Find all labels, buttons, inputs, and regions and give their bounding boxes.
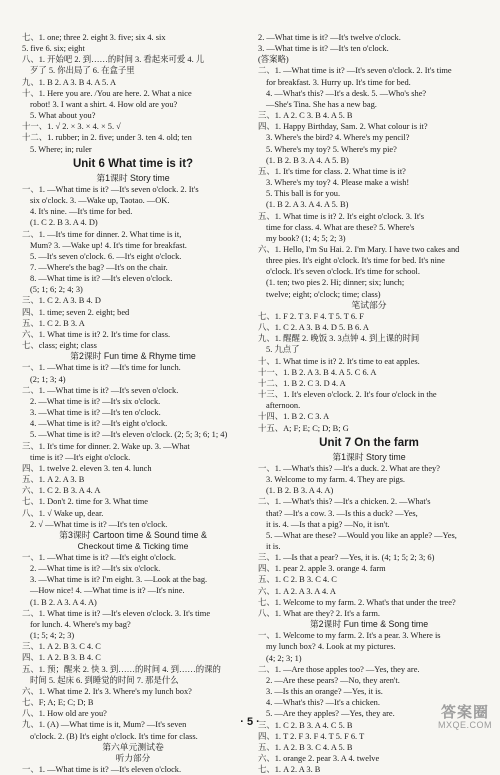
answer-line: six o'clock. 3. —Wake up, Taotao. —OK. (30, 196, 170, 206)
answer-line: (1. B 2. A 3. A 4. A 5. B) (266, 200, 349, 210)
answer-line: three pies. It's eight o'clock. It's time for bed. It's nine (266, 256, 445, 266)
answer-line: (5; 1; 6; 2; 4; 3) (30, 285, 83, 295)
answer-line: 时间 5. 起床 6. 到睡觉的时间 7. 那是什么 (30, 675, 179, 685)
answer-line: 七、1. Don't 2. time for 3. What time (22, 497, 149, 507)
section-heading: 第六单元测试卷 (102, 741, 164, 752)
answer-line: 3. Where's the bird? 4. Where's my pencil? (266, 133, 410, 143)
section-heading: 笔试部分 (351, 299, 387, 310)
answer-line: 十一、1. B 2. A 3. B 4. A 5. C 6. A (258, 367, 377, 377)
answer-line: 2. —What time is it? —It's six o'clock. (30, 564, 161, 574)
section-heading: 第2课时 Fun time & Song time (309, 619, 429, 630)
answer-line: for breakfast. 3. Hurry up. It's time for bed. (266, 77, 411, 87)
answer-line: robot! 3. I want a shirt. 4. How old are you? (30, 99, 178, 109)
answer-line: 四、1. pear 2. apple 3. orange 4. farm (258, 564, 386, 574)
answer-line: 八、1. 开始吧 2. 到……的时间 3. 看起来可爱 4. 儿 (22, 55, 205, 65)
answer-line: 歹了 5. 你出局了 6. 在盒子里 (30, 66, 135, 76)
answer-line: 2. —What time is it? —It's six o'clock. (30, 396, 161, 406)
answer-line: 二、1. —It's time for dinner. 2. What time is it, (22, 229, 182, 239)
answer-line: 十、1. Here you are. /You are here. 2. What a nice (22, 88, 192, 98)
answer-line: 二、1. —Are those apples too? —Yes, they are. (258, 664, 420, 674)
answer-line: 7. —Where's the bag? —It's on the chair. (30, 263, 168, 273)
answer-line: 十一、1. √ 2. × 3. × 4. × 5. √ (22, 122, 121, 132)
answer-line: o'clock. 2. (B) It's eight o'clock. It's time for class. (30, 731, 198, 741)
answer-line: time for class. 4. What are these? 5. Where's (266, 222, 415, 232)
answer-line: (1. C 2. B 3. A 4. D) (30, 218, 98, 228)
watermark-line1: 答案圈 (440, 704, 489, 721)
answer-line: (1. B 2. B 3. A 4. A 5. B) (266, 155, 349, 165)
answer-line: that? —It's a cow. 3. —Is this a duck? —Yes, (266, 508, 418, 518)
answer-line: o'clock. It's seven o'clock. It's time for school. (266, 267, 420, 277)
answer-line: 3. Where's my toy? 4. Please make a wish! (266, 178, 410, 188)
answer-line: 六、1. orange 2. pear 3. A 4. twelve (258, 753, 380, 763)
answer-line: it is. 4. —Is that a pig? —No, it isn't. (266, 519, 390, 529)
watermark-logo (438, 706, 492, 732)
answer-line: 5. —What are these? —Would you like an apple? —Yes, (266, 530, 457, 540)
answer-line: 5. Where's my toy? 5. Where's my pie? (266, 144, 397, 154)
answer-line: 六、1. A 2. A 3. A 4. A (258, 586, 336, 596)
answer-line: 七、1. one; three 2. eight 3. five; six 4. six (22, 33, 166, 42)
left-column (22, 32, 244, 775)
answer-line: 5. —Are they apples? —Yes, they are. (266, 709, 395, 719)
answer-line: 十、1. What time is it? 2. It's time to eat apples. (258, 356, 420, 366)
answer-line: 四、1. Happy Birthday, Sam. 2. What colour is it? (258, 122, 428, 132)
answer-line: 十五、A; F; E; C; D; B; G (258, 423, 349, 433)
answer-line: 三、1. A 2. C 3. B 4. A 5. B (258, 111, 353, 121)
answer-line: 8. —What time is it? —It's eleven o'clock. (30, 274, 173, 284)
answer-line: it is. (266, 541, 281, 551)
answer-line: (2; 1; 3; 4) (30, 374, 66, 384)
right-column (258, 32, 480, 775)
answer-line: 三、1. C 2. B 3. A 4. C 5. B (258, 720, 353, 730)
answer-line: 五、1. 预；醒来 2. 快 3. 到……的时间 4. 到……的课的 (22, 664, 221, 674)
answer-line: 一、1. —What time is it? —It's time for lunch. (22, 363, 181, 373)
answer-line: 五、1. C 2. B 3. C 4. C (258, 575, 337, 585)
subsection-heading: Checkout time & Ticking time (77, 541, 189, 552)
unit-heading: Unit 7 On the farm (319, 436, 419, 449)
answer-line: 二、1. —What time is it? —It's seven o'clock. (22, 385, 179, 395)
answer-line: 5. What about you? (30, 111, 96, 121)
answer-line: (1. B 2. A 3. A 4. A) (30, 597, 97, 607)
section-heading: 第1课时 Story time (96, 172, 170, 183)
answer-line: 3. —What time is it? —It's ten o'clock. (258, 44, 389, 54)
answer-line: 九、1. B 2. A 3. B 4. A 5. A (22, 77, 117, 87)
answer-line: 一、1. Welcome to my farm. 2. It's a pear. 3. Where is (258, 631, 441, 641)
answer-line: (4; 2; 3; 1) (266, 653, 302, 663)
answer-line: 3. —Is this an orange? —Yes, it is. (266, 687, 383, 697)
answer-line: 2. —What time is it? —It's twelve o'clock. (258, 33, 401, 42)
answer-line: 八、1. How old are you? (22, 709, 107, 719)
answer-line: 五、1. A 2. B 3. C 4. A 5. B (258, 742, 353, 752)
answer-line: time is it? —It's eight o'clock. (30, 452, 131, 462)
answer-line: my lunch box? 4. Look at my pictures. (266, 642, 396, 652)
answer-line: 五、1. A 2. A 3. B (22, 475, 85, 485)
answer-line: 六、1. Hello, I'm Su Hai. 2. I'm Mary. I have two cakes and (258, 244, 460, 254)
answer-line: 十二、1. rubber; in 2. five; under 3. ten 4. old; ten (22, 133, 192, 143)
answer-line: 四、1. A 2. B 3. B 4. C (22, 653, 101, 663)
answer-line: 5. —What time is it? —It's eleven o'clock. (2; 5; 3; 6; 1; 4) (30, 430, 228, 440)
answer-line: 一、1. —What time is it? —It's eleven o'clock. (22, 764, 182, 774)
answer-line: (1. B 2. B 3. A 4. A) (266, 486, 334, 496)
answer-line: 三、1. —Is that a pear? —Yes, it is. (4; 1; 5; 2; 3; 6) (258, 553, 435, 563)
answer-line: 一、1. —What's this? —It's a duck. 2. What are they? (258, 463, 440, 473)
answer-line: 八、1. What are they? 2. It's a farm. (258, 608, 380, 618)
watermark-line2: MXQE.COM (437, 720, 492, 730)
answer-line: 五、1. What time is it? 2. It's eight o'clock. 3. It's (258, 211, 424, 221)
answer-line: 4. —What's this? —It's a desk. 5. —Who's she? (266, 88, 427, 98)
answer-line: 二、1. —What's this? —It's a chicken. 2. —What's (258, 497, 431, 507)
answer-line: 3. —What time is it? I'm eight. 3. —Look at the bag. (30, 575, 208, 585)
answer-line: 三、1. A 2. B 3. C 4. C (22, 642, 101, 652)
answer-line: my book? (1; 4; 5; 2; 3) (266, 233, 346, 243)
answer-line: 七、F; A; E; C; D; B (22, 698, 94, 708)
answer-line: 5. This ball is for you. (266, 189, 341, 199)
answer-line: (1. ten; two pies 2. Hi; dinner; six; lunch; (266, 278, 405, 288)
answer-line: 七、1. Welcome to my farm. 2. What's that under the tree? (258, 597, 456, 607)
answer-line: 五、1. C 2. B 3. A (22, 318, 85, 328)
answer-line: 八、1. C 2. A 3. B 4. D 5. B 6. A (258, 323, 369, 333)
answer-line: 六、1. What time 2. It's 3. Where's my lunch box? (22, 686, 192, 696)
answer-line: 4. —What time is it? —It's eight o'clock. (30, 419, 168, 429)
answer-line: Mum? 3. —Wake up! 4. It's time for breakfast. (30, 240, 187, 250)
answer-line: afternoon. (266, 401, 301, 411)
answer-line: (答案略) (258, 55, 289, 65)
answer-line: 七、1. F 2. T 3. F 4. T 5. T 6. F (258, 311, 364, 321)
page-number: · 5 · (240, 716, 260, 728)
answer-line: 九、1. (A) —What time is it, Mum? —It's seven (22, 720, 187, 730)
answer-line: 七、class; eight; class (22, 341, 97, 351)
answer-line: 一、1. —What time is it? —It's eight o'clock. (22, 553, 176, 563)
answer-line: 4. —What's this? —It's a chicken. (266, 698, 380, 708)
answer-line: 十三、1. It's eleven o'clock. 2. It's four o'clock in the (258, 390, 437, 400)
answer-line: 3. Welcome to my farm. 4. They are pigs. (266, 475, 406, 485)
answer-line: 三、1. It's time for dinner. 2. Wake up. 3. —What (22, 441, 190, 451)
answer-line: 5. five 6. six; eight (22, 44, 85, 54)
unit-heading: Unit 6 What time is it? (72, 157, 194, 170)
answer-line: 4. It's nine. —It's time for bed. (30, 207, 133, 217)
section-heading: 第3课时 Cartoon time & Sound time & (59, 529, 207, 540)
subsection-heading: 听力部分 (115, 752, 151, 763)
answer-line: 四、1. T 2. F 3. F 4. T 5. F 6. T (258, 731, 365, 741)
answer-line: 八、1. √ Wake up, dear. (22, 508, 104, 518)
answer-line: 5. Where; in; ruler (30, 144, 92, 154)
answer-line: 2. √ —What time is it? —It's ten o'clock. (30, 519, 168, 529)
answer-line: 十二、1. B 2. C 3. D 4. A (258, 378, 346, 388)
answer-line: 3. —What time is it? —It's ten o'clock. (30, 408, 161, 418)
answer-line: 九、1. 醒醒 2. 晚饭 3. 3点钟 4. 到上课的时间 (258, 334, 420, 344)
answer-line: 四、1. time; seven 2. eight; bed (22, 307, 130, 317)
answer-line: 七、1. A 2. A 3. B (258, 765, 321, 775)
answer-line: 六、1. What time is it? 2. It's time for class. (22, 329, 171, 339)
answer-line: for lunch. 4. Where's my bag? (30, 619, 131, 629)
answer-line: 三、1. C 2. A 3. B 4. D (22, 296, 101, 306)
answer-line: (1; 5; 4; 2; 3) (30, 631, 75, 641)
answer-line: —How nice! 4. —What time is it? —It's nine. (30, 586, 185, 596)
answer-line: 2. —Are these pears? —No, they aren't. (266, 675, 400, 685)
answer-line: —She's Tina. She has a new bag. (266, 99, 377, 109)
answer-line: 六、1. C 2. B 3. A 4. A (22, 486, 101, 496)
section-heading: 第1课时 Story time (332, 451, 406, 462)
answer-line: 五、1. It's time for class. 2. What time is it? (258, 166, 406, 176)
answer-line: 5. —It's seven o'clock. 6. —It's eight o'clock. (30, 251, 182, 261)
answer-line: 十四、1. B 2. C 3. A (258, 412, 330, 422)
answer-line: 四、1. twelve 2. eleven 3. ten 4. lunch (22, 463, 152, 473)
answer-line: 二、1. What time is it? —It's eleven o'clock. 3. It's time (22, 608, 211, 618)
answer-line: 5. 九点了 (266, 345, 300, 355)
answer-line: twelve; eight; o'clock; time; class) (266, 289, 381, 299)
answer-line: 二、1. —What time is it? —It's seven o'clock. 2. It's time (258, 66, 452, 76)
answer-line: 一、1. —What time is it? —It's seven o'clock. 2. It's (22, 184, 199, 194)
section-heading: 第2课时 Fun time & Rhyme time (70, 351, 196, 362)
